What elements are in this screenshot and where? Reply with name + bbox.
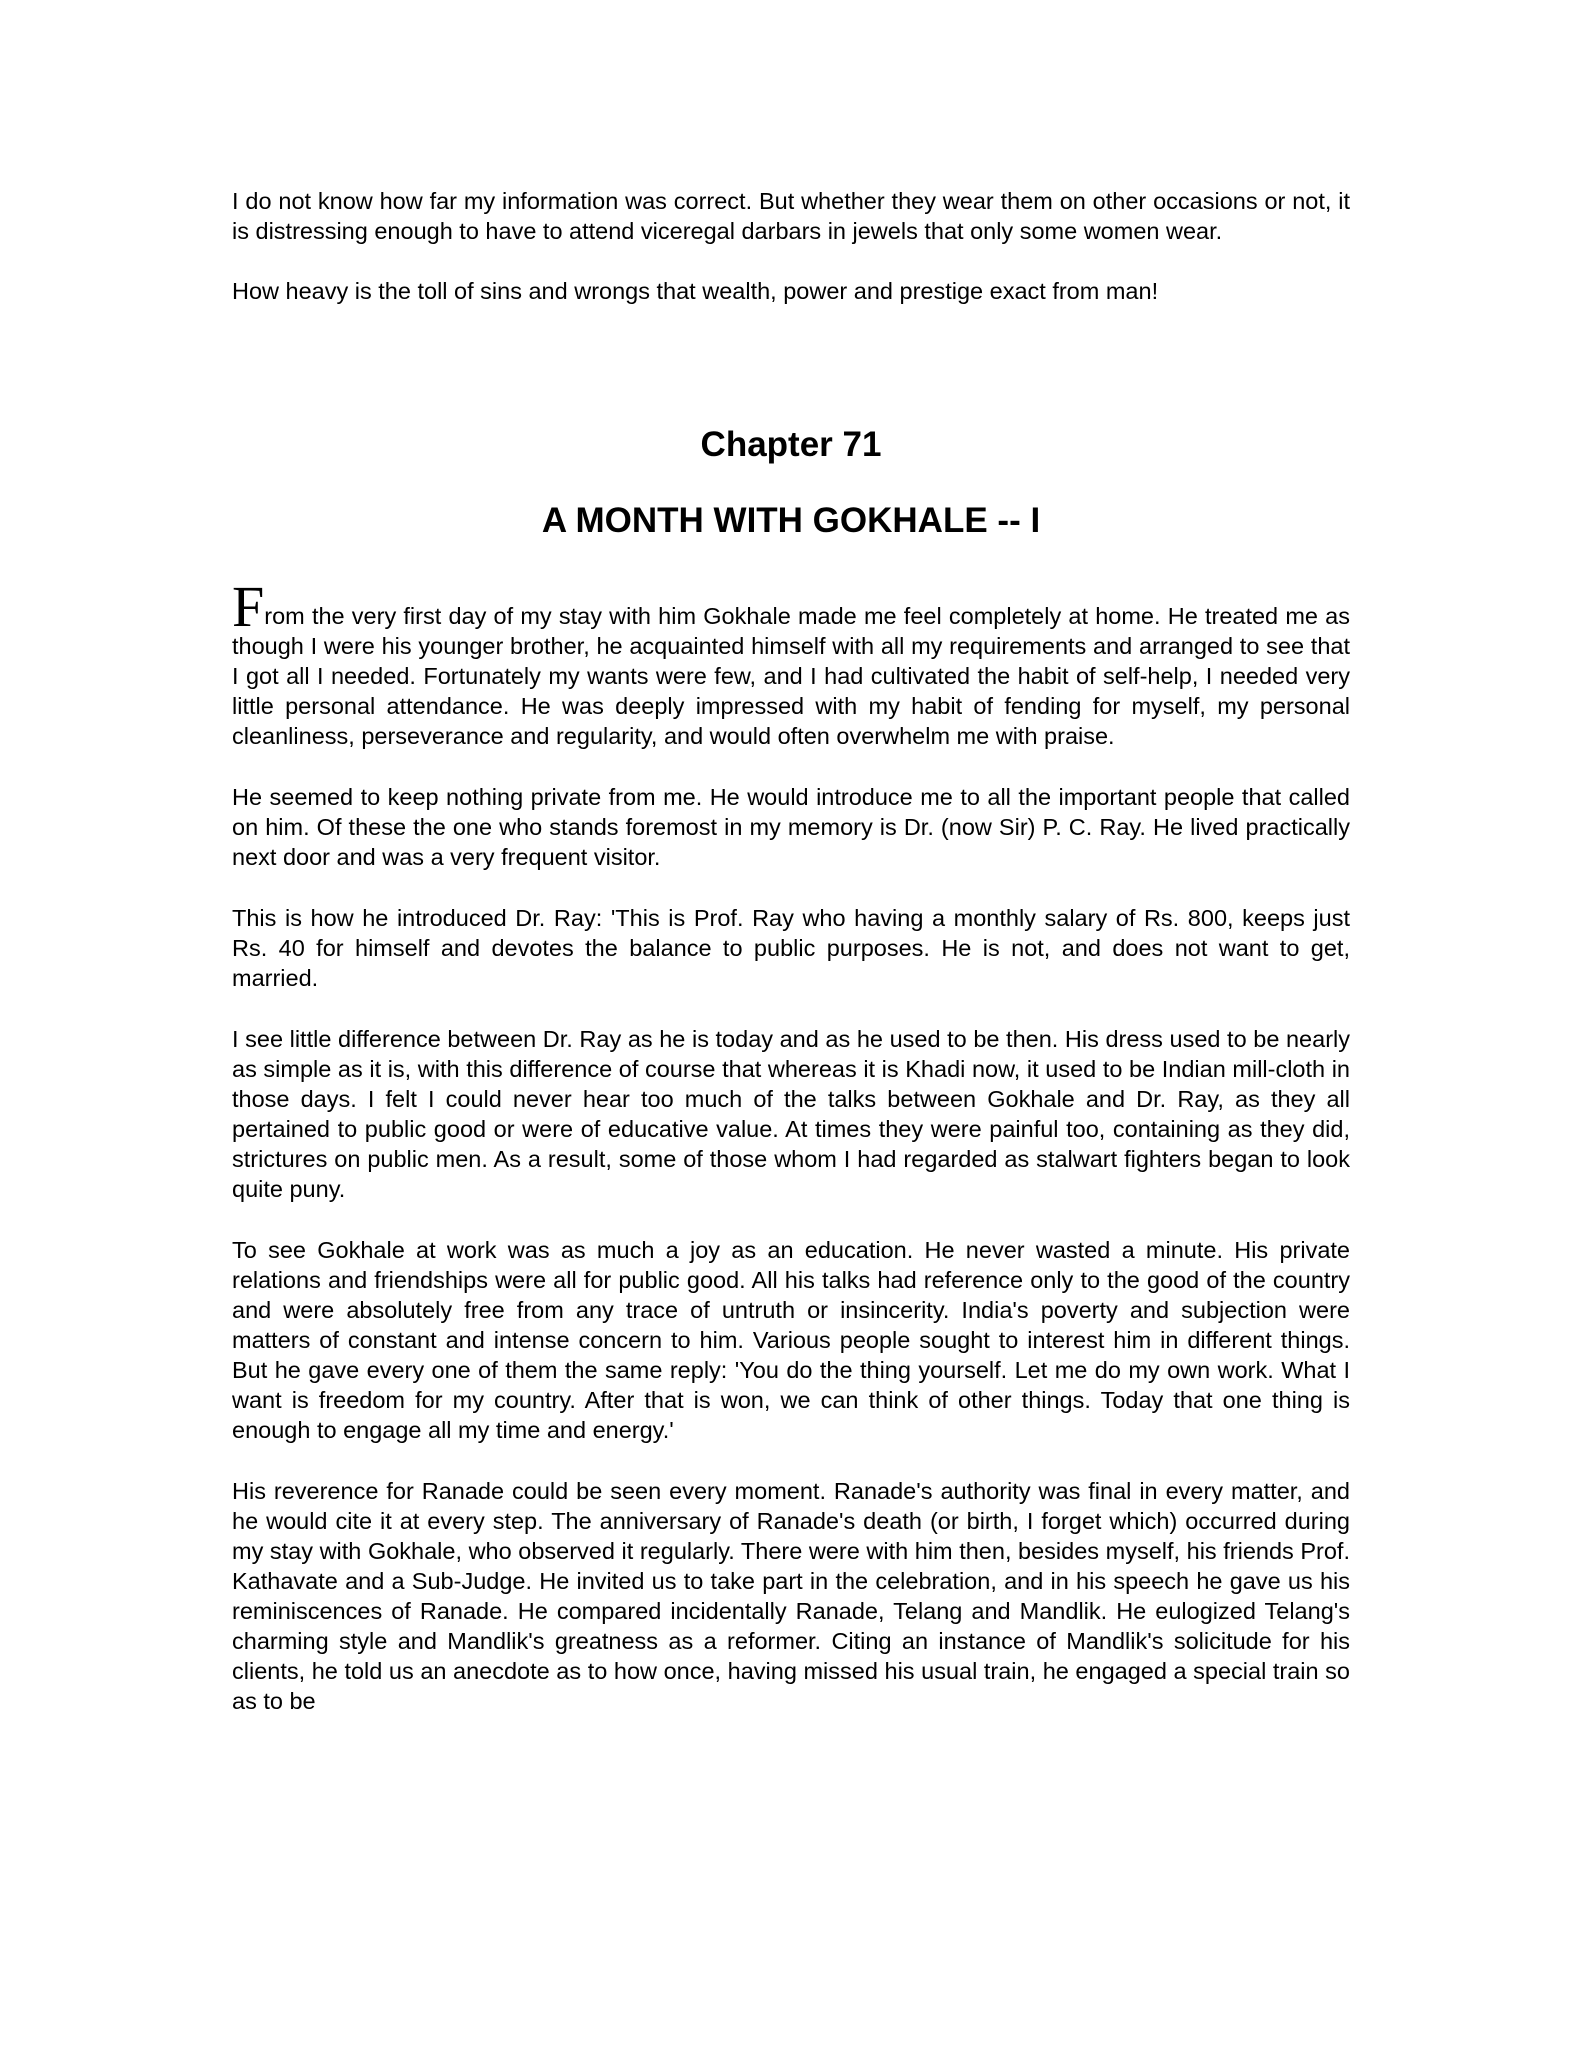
- intro-paragraph: How heavy is the toll of sins and wrongs that wealth, power and prestige exact from man!: [232, 278, 1159, 304]
- drop-cap: F: [232, 574, 265, 639]
- body-paragraph: [232, 574, 1350, 751]
- body-paragraph: This is how he introduced Dr. Ray: 'This is Prof. Ray who having a monthly salary of Rs. 800, keeps just Rs. 40 for himself and devotes the balance to public purposes. He is not, and does not want to get, married.: [232, 905, 1350, 991]
- body-paragraph: His reverence for Ranade could be seen every moment. Ranade's authority was final in every matter, and he would cite it at every step. The anniversary of Ranade's death (or birth, I forget which) occurred during my stay with Gokhale, who observed it regularly. There were with him then, besides myself, his friends Prof. Kathavate and a Sub-Judge. He invited us to take part in the celebration, and in his speech he gave us his reminiscences of Ranade. He compared incidentally Ranade, Telang and Mandlik. He eulogized Telang's charming style and Mandlik's greatness as a reformer. Citing an instance of Mandlik's solicitude for his clients, he told us an anecdote as to how once, having missed his usual train, he engaged a special train so as to be: [232, 1478, 1350, 1714]
- body-paragraph: I see little difference between Dr. Ray as he is today and as he used to be then. His dress used to be nearly as simple as it is, with this difference of course that whereas it is Khadi now, it used to be Indian mill-cloth in those days. I felt I could never hear too much of the talks between Gokhale and Dr. Ray, as they all pertained to public good or were of educative value. At times they were painful too, containing as they did, strictures on public men. As a result, some of those whom I had regarded as stalwart fighters began to look quite puny.: [232, 1026, 1350, 1202]
- body-paragraph: He seemed to keep nothing private from me. He would introduce me to all the important people that called on him. Of these the one who stands foremost in my memory is Dr. (now Sir) P. C. Ray. He lived practically next door and was a very frequent visitor.: [232, 784, 1350, 870]
- chapter-title: A MONTH WITH GOKHALE -- I: [541, 501, 1041, 540]
- intro-paragraph: I do not know how far my information was correct. But whether they wear them on other occasions or not, it is distressing enough to have to attend viceregal darbars in jewels that only some women wear.: [232, 188, 1350, 244]
- document-page: [232, 186, 1350, 1716]
- body-paragraph: To see Gokhale at work was as much a joy as an education. He never wasted a minute. His private relations and friendships were all for public good. All his talks had reference only to the good of the country and were absolutely free from any trace of untruth or insincerity. India's poverty and subjection were matters of constant and intense concern to him. Various people sought to interest him in different things. But he gave every one of them the same reply: 'You do the thing yourself. Let me do my own work. What I want is freedom for my country. After that is won, we can think of other things. Today that one thing is enough to engage all my time and energy.': [232, 1237, 1350, 1443]
- chapter-number: Chapter 71: [700, 425, 882, 464]
- body-paragraph-text: rom the very first day of my stay with him Gokhale made me feel completely at home. He treated me as though I were his younger brother, he acquainted himself with all my requirements and arranged to see that I got all I needed. Fortunately my wants were few, and I had cultivated the habit of self-help, I needed very little personal attendance. He was deeply impressed with my habit of fending for myself, my personal cleanliness, perseverance and regularity, and would often overwhelm me with praise.: [232, 603, 1350, 749]
